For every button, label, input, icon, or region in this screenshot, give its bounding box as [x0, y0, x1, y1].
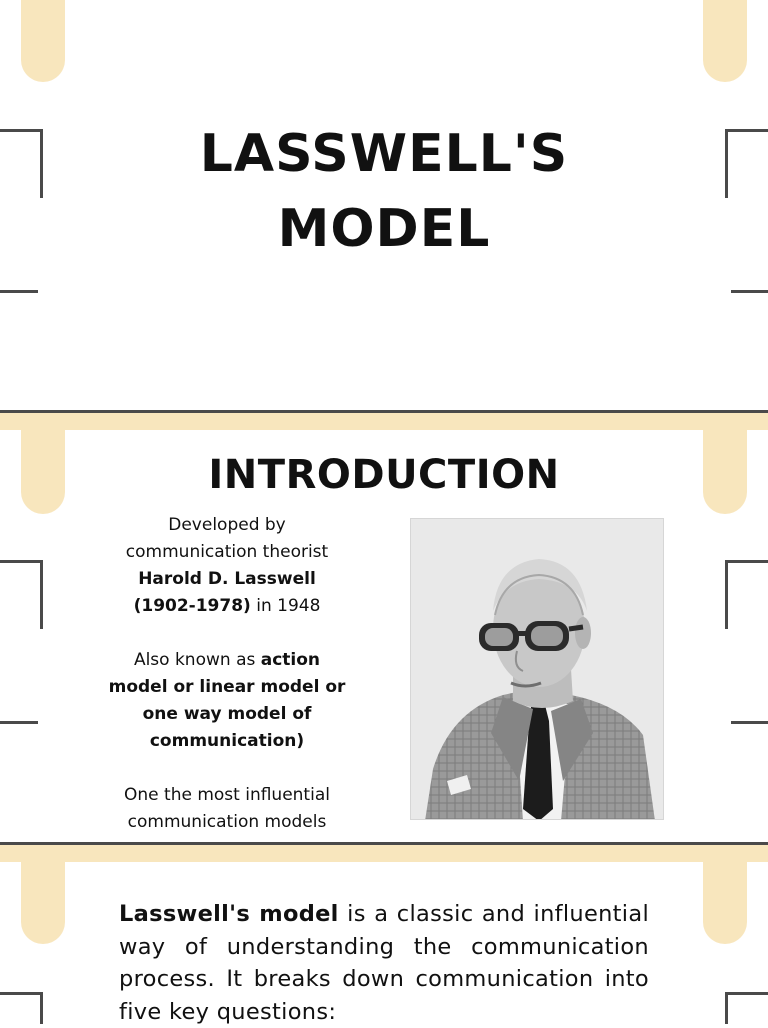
title-line-1: LASSWELL'S [199, 124, 569, 184]
section-heading: INTRODUCTION [208, 452, 560, 498]
intro-text [106, 512, 348, 863]
right-dash [731, 721, 768, 724]
slide-divider [0, 410, 768, 430]
overview-right-tab [703, 862, 747, 944]
slide-divider [0, 842, 768, 862]
top-left-tab [21, 0, 65, 82]
right-corner-bracket [725, 992, 768, 1024]
intro-paragraph-origin: Developed by communication theorist Harold D. Lasswell (1902-1978) in 1948 [125, 515, 329, 616]
overview-paragraph: Lasswell's model is a classic and influential way of understanding the communication process. It breaks down communication into five key questions: [119, 901, 649, 1025]
left-dash [0, 721, 38, 724]
title-line-2: MODEL [277, 199, 491, 259]
intro-paragraph-influence: One the most influential communication models [124, 785, 330, 832]
top-right-tab [703, 0, 747, 82]
page-title [0, 121, 768, 262]
model-aliases: action model or linear model or one way model of communication) [108, 650, 346, 751]
portrait-illustration [411, 519, 664, 820]
left-corner-bracket [0, 992, 43, 1024]
theorist-name: Harold D. Lasswell (1902-1978) [133, 569, 316, 616]
left-corner-bracket [0, 560, 43, 629]
intro-paragraph-aka: Also known as action model or linear model or one way model of communication) [108, 650, 346, 751]
model-name: Lasswell's model [119, 901, 339, 927]
right-dash [731, 290, 768, 293]
overview-left-tab [21, 862, 65, 944]
right-corner-bracket [725, 560, 768, 629]
title-slide [0, 0, 768, 410]
lasswell-portrait-photo [410, 518, 664, 820]
left-dash [0, 290, 38, 293]
